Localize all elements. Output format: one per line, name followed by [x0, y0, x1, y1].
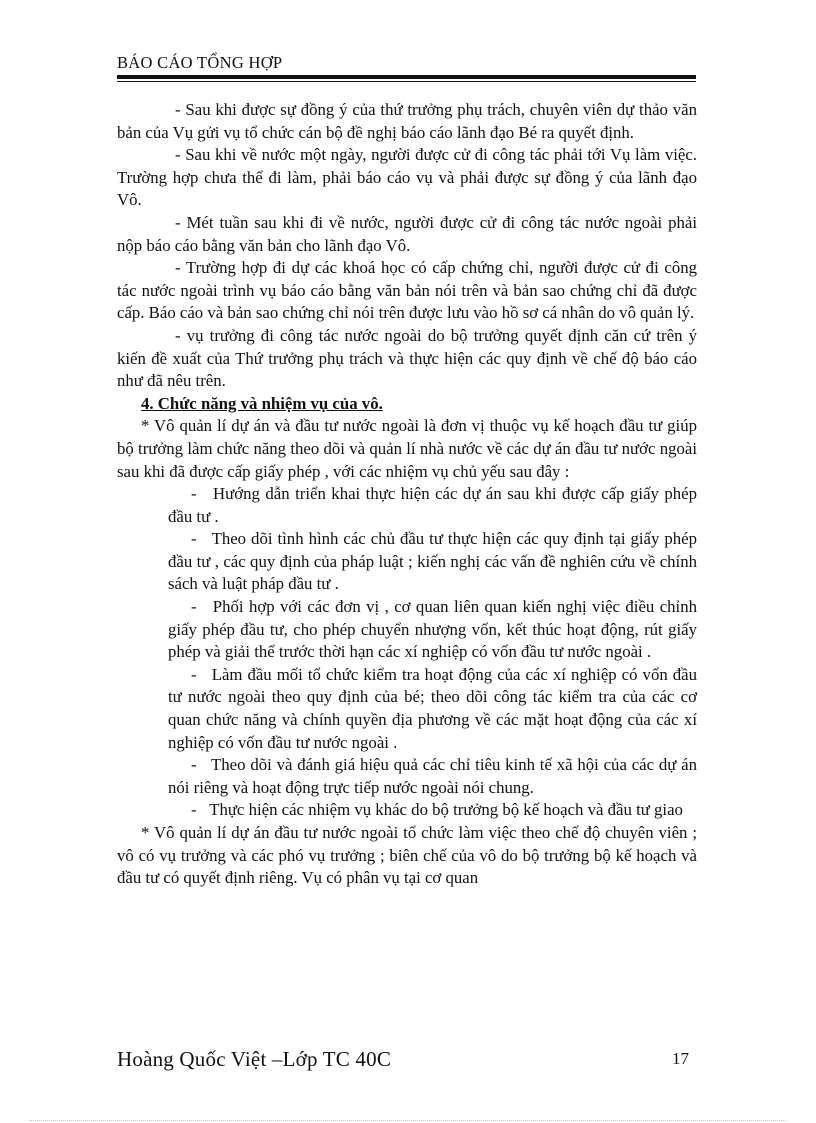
list-item: [117, 754, 697, 799]
list-bullet: -: [191, 664, 197, 684]
section-heading-text: 4. Chức năng và nhiệm vụ của vô.: [141, 393, 383, 413]
footer-author: Hoàng Quốc Việt –Lớp TC 40C: [117, 1047, 392, 1071]
closing-paragraph: * Vô quản lí dự án đầu tư nước ngoài tổ chức làm việc theo chế độ chuyên viên ; vô có vụ trưởng và các phó vụ trưởng ; biên chế của vô do bộ trưởng bộ kế hoạch và đầu tư có quyết định riêng. Vụ có phân vụ tại cơ quan: [117, 823, 697, 888]
paragraph: - Sau khi được sự đồng ý của thứ trưởng phụ trách, chuyên viên dự thảo văn bản của Vụ gửi vụ tổ chức cán bộ đề nghị báo cáo lãnh đạo Bé ra quyết định.: [117, 100, 697, 142]
list-item: [117, 596, 697, 664]
section-heading: [117, 393, 697, 416]
paragraph: - Trường hợp đi dự các khoá học có cấp chứng chỉ, người được cử đi công tác nước ngoài trình vụ báo cáo bằng văn bản nói trên và bản sao chứng chỉ đã được cấp. Báo cáo và bản sao chứng chỉ nói trên được lưu vào hồ sơ cá nhân do vô quản lý.: [117, 258, 697, 323]
list-item: [117, 664, 697, 754]
paragraph: - Sau khi về nước một ngày, người được cử đi công tác phải tới Vụ làm việc. Trường hợp chưa thể đi làm, phải báo cáo vụ và phải được sự đồng ý của lãnh đạo Vô.: [117, 145, 697, 210]
list-bullet: -: [191, 800, 197, 820]
list-item: [117, 528, 697, 596]
intro-paragraph: * Vô quản lí dự án và đầu tư nước ngoài là đơn vị thuộc vụ kế hoạch đầu tư giúp bộ trưởng làm chức năng theo dõi và quản lí nhà nước về các dự án đầu tư nước ngoài sau khi đã được cấp giấy phép , với các nhiệm vụ chủ yếu sau đây :: [117, 416, 697, 481]
list-item-text: - Theo dõi tình hình các chủ đầu tư thực hiện các quy định tại giấy phép đầu tư , các quy định của pháp luật ; kiến nghị các vấn đề nghiên cứu về chính sách và luật pháp đầu tư .: [168, 529, 697, 594]
list-bullet: -: [191, 597, 197, 617]
list-item: [117, 799, 697, 822]
list-item-text: - Hướng dẫn triển khai thực hiện các dự án sau khi được cấp giấy phép đầu tư .: [168, 484, 697, 526]
list-item-text: - Theo dõi và đánh giá hiệu quả các chỉ tiêu kinh tế xã hội của các dự án nói riêng và hoạt động trực tiếp nước ngoài nói chung.: [168, 755, 697, 797]
list-bullet: -: [191, 484, 197, 504]
header-rule-thick: [117, 75, 696, 79]
paragraph: - vụ trưởng đi công tác nước ngoài do bộ trưởng quyết định căn cứ trên ý kiến đề xuất của Thứ trưởng phụ trách và thực hiện các quy định về chế độ báo cáo như đã nêu trên.: [117, 325, 697, 391]
page-number: 17: [672, 1049, 689, 1068]
header-title: BÁO CÁO TỔNG HỢP: [117, 53, 283, 72]
list-bullet: -: [191, 529, 197, 549]
list-item-text: - Phối hợp với các đơn vị , cơ quan liên quan kiến nghị việc điều chỉnh giấy phép đầu tư, cho phép chuyển nhượng vốn, kết thúc hoạt động, rút giấy phép và giải thể trước thời hạn các xí nghiệp có vốn đầu tư nước ngoài .: [168, 597, 697, 662]
list-item-text: - Thực hiện các nhiệm vụ khác do bộ trưởng bộ kế hoạch và đầu tư giao: [191, 800, 683, 820]
list-item-text: - Làm đầu mối tổ chức kiểm tra hoạt động của các xí nghiệp có vốn đầu tư nước ngoài theo quy định của bé; theo dõi công tác kiểm tra của các cơ quan chức năng và chính quyền địa phương về các mặt hoạt động của các xí nghiệp có vốn đầu tư nước ngoài .: [168, 664, 697, 752]
list-bullet: -: [191, 755, 197, 775]
body-content: [117, 99, 697, 890]
list-item: [117, 483, 697, 528]
header-rule-thin: [117, 81, 696, 82]
page-break-line: [30, 1120, 786, 1121]
paragraph: - Mét tuần sau khi đi về nước, người được cử đi công tác nước ngoài phải nộp báo cáo bằng văn bản cho lãnh đạo Vô.: [117, 212, 697, 255]
